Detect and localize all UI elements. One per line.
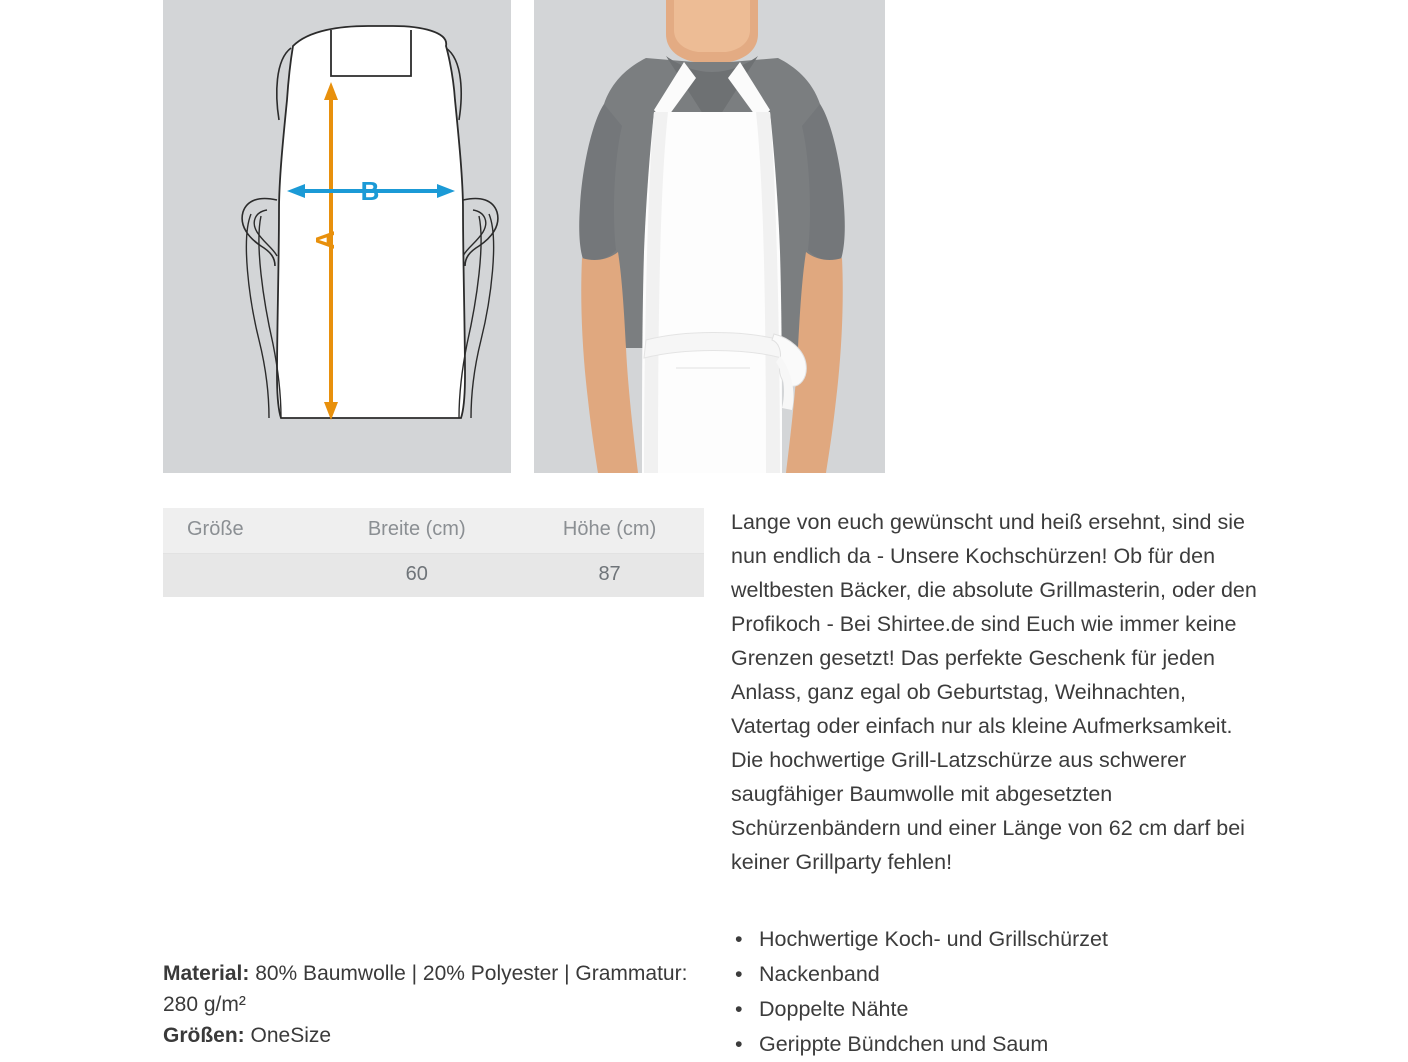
material-block (163, 958, 711, 1051)
table-row (163, 554, 704, 598)
list-item: • Hochwertige Koch- und Grillschürzet (731, 922, 1271, 957)
table-header-width: Breite (cm) (318, 508, 515, 554)
list-item: • Doppelte Nähte (731, 992, 1271, 1027)
table-header-size: Größe (163, 508, 318, 554)
width-label: B (360, 176, 380, 206)
size-table (163, 508, 704, 597)
table-header-row (163, 508, 704, 554)
cell-width: 60 (318, 554, 515, 598)
material-value: 80% Baumwolle | 20% Polyester | Grammatur: 280 g/m² (163, 962, 688, 1016)
sizes-label: Größen: (163, 1024, 245, 1047)
product-image-row (163, 0, 885, 473)
apron-worn-photo-panel (534, 0, 885, 473)
cell-height: 87 (515, 554, 704, 598)
table-header-height: Höhe (cm) (515, 508, 704, 554)
height-label: A (310, 230, 340, 250)
material-line (163, 958, 711, 1020)
apron-technical-drawing-panel (163, 0, 511, 473)
list-item: • Nackenband (731, 957, 1271, 992)
apron-worn-photo (534, 0, 885, 473)
feature-list (731, 922, 1271, 1062)
list-item: • Gerippte Bündchen und Saum (731, 1027, 1271, 1062)
description-paragraph: Lange von euch gewünscht und heiß ersehnt, sind sie nun endlich da - Unsere Kochschürzen! Ob für den weltbesten Bäcker, die absolute Grillmasterin, oder den Profikoch - Bei Shirtee.de sind Euch wie immer keine Grenzen gesetzt! Das perfekte Geschenk für jeden Anlass, ganz egal ob Geburtstag, Weihnachten, Vatertag oder einfach nur als kleine Aufmerksamkeit. Die hochwertige Grill-Latzschürze aus schwerer saugfähiger Baumwolle mit abgesetzten Schürzenbändern und einer Länge von 62 cm darf bei keiner Grillparty fehlen! (731, 510, 1257, 874)
apron-technical-drawing (163, 0, 511, 473)
cell-size (163, 554, 318, 598)
material-label: Material: (163, 962, 250, 985)
sizes-line (163, 1020, 711, 1051)
sizes-value: OneSize (244, 1024, 332, 1047)
